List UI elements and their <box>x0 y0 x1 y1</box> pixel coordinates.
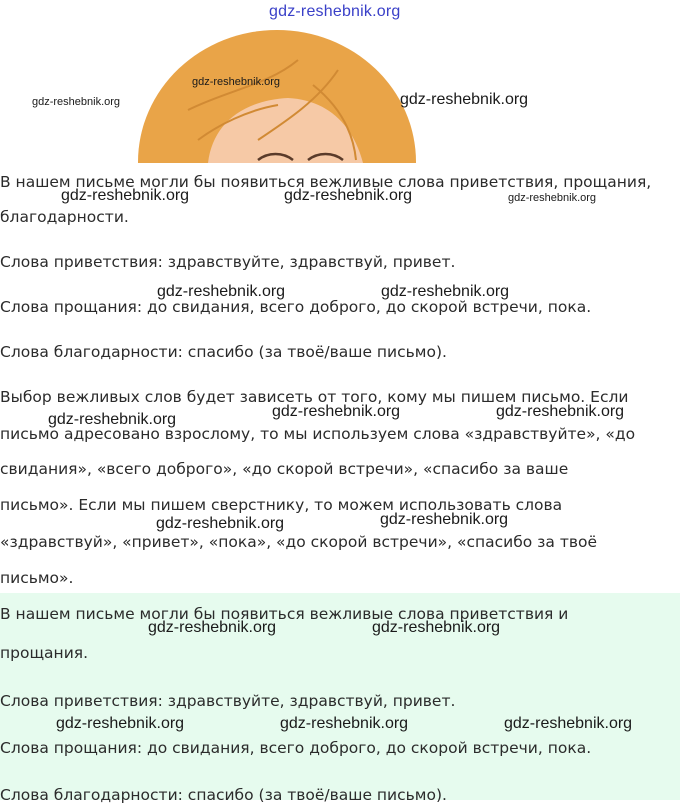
paragraph-intro-line2: благодарности. <box>0 208 129 226</box>
watermark: gdz-reshebnik.org <box>148 619 277 636</box>
choice-line-3: свидания», «всего доброго», «до скорой встречи», «спасибо за ваше <box>0 460 569 478</box>
paragraph-intro-line1: В нашем письме могли бы появиться вежливые слова приветствия, прощания, <box>0 173 652 191</box>
choice-line-1: Выбор вежливых слов будет зависеть от того, кому мы пишем письмо. Если <box>0 388 629 406</box>
watermark: gdz-reshebnik.org <box>272 403 401 420</box>
watermark: gdz-reshebnik.org <box>284 187 413 204</box>
character-illustration <box>138 30 416 163</box>
watermark: gdz-reshebnik.org <box>508 192 597 204</box>
alt-intro-line1: В нашем письме могли бы появиться вежливые слова приветствия и <box>0 605 569 623</box>
watermark: gdz-reshebnik.org <box>380 511 509 528</box>
watermark: gdz-reshebnik.org <box>48 411 177 428</box>
alt-farewells-line: Слова прощания: до свидания, всего доброго, до скорой встречи, пока. <box>0 739 592 757</box>
watermark: gdz-reshebnik.org <box>504 715 633 732</box>
thanks-line: Слова благодарности: спасибо (за твоё/ваше письмо). <box>0 343 447 361</box>
watermark: gdz-reshebnik.org <box>61 187 190 204</box>
watermark: gdz-reshebnik.org <box>280 715 409 732</box>
watermark: gdz-reshebnik.org <box>157 283 286 300</box>
farewells-line: Слова прощания: до свидания, всего доброго, до скорой встречи, пока. <box>0 298 592 316</box>
watermark: gdz-reshebnik.org <box>381 283 510 300</box>
watermark: gdz-reshebnik.org <box>372 619 501 636</box>
alt-greetings-line: Слова приветствия: здравствуйте, здравствуй, привет. <box>0 692 456 710</box>
greetings-line: Слова приветствия: здравствуйте, здравствуй, привет. <box>0 253 456 271</box>
choice-line-4: письмо». Если мы пишем сверстнику, то можем использовать слова <box>0 496 563 514</box>
watermark: gdz-reshebnik.org <box>496 403 625 420</box>
watermark: gdz-reshebnik.org <box>32 96 121 108</box>
choice-line-2: письмо адресовано взрослому, то мы используем слова «здравствуйте», «до <box>0 425 636 443</box>
alt-thanks-line: Слова благодарности: спасибо (за твоё/ваше письмо). <box>0 786 447 804</box>
watermark: gdz-reshebnik.org <box>192 76 281 88</box>
alt-intro-line2: прощания. <box>0 644 89 662</box>
watermark: gdz-reshebnik.org <box>400 91 529 108</box>
watermark: gdz-reshebnik.org <box>269 3 401 20</box>
choice-line-6: письмо». <box>0 569 74 587</box>
watermark: gdz-reshebnik.org <box>156 515 285 532</box>
watermark: gdz-reshebnik.org <box>56 715 185 732</box>
choice-line-5: «здравствуй», «привет», «пока», «до скорой встречи», «спасибо за твоё <box>0 533 598 551</box>
